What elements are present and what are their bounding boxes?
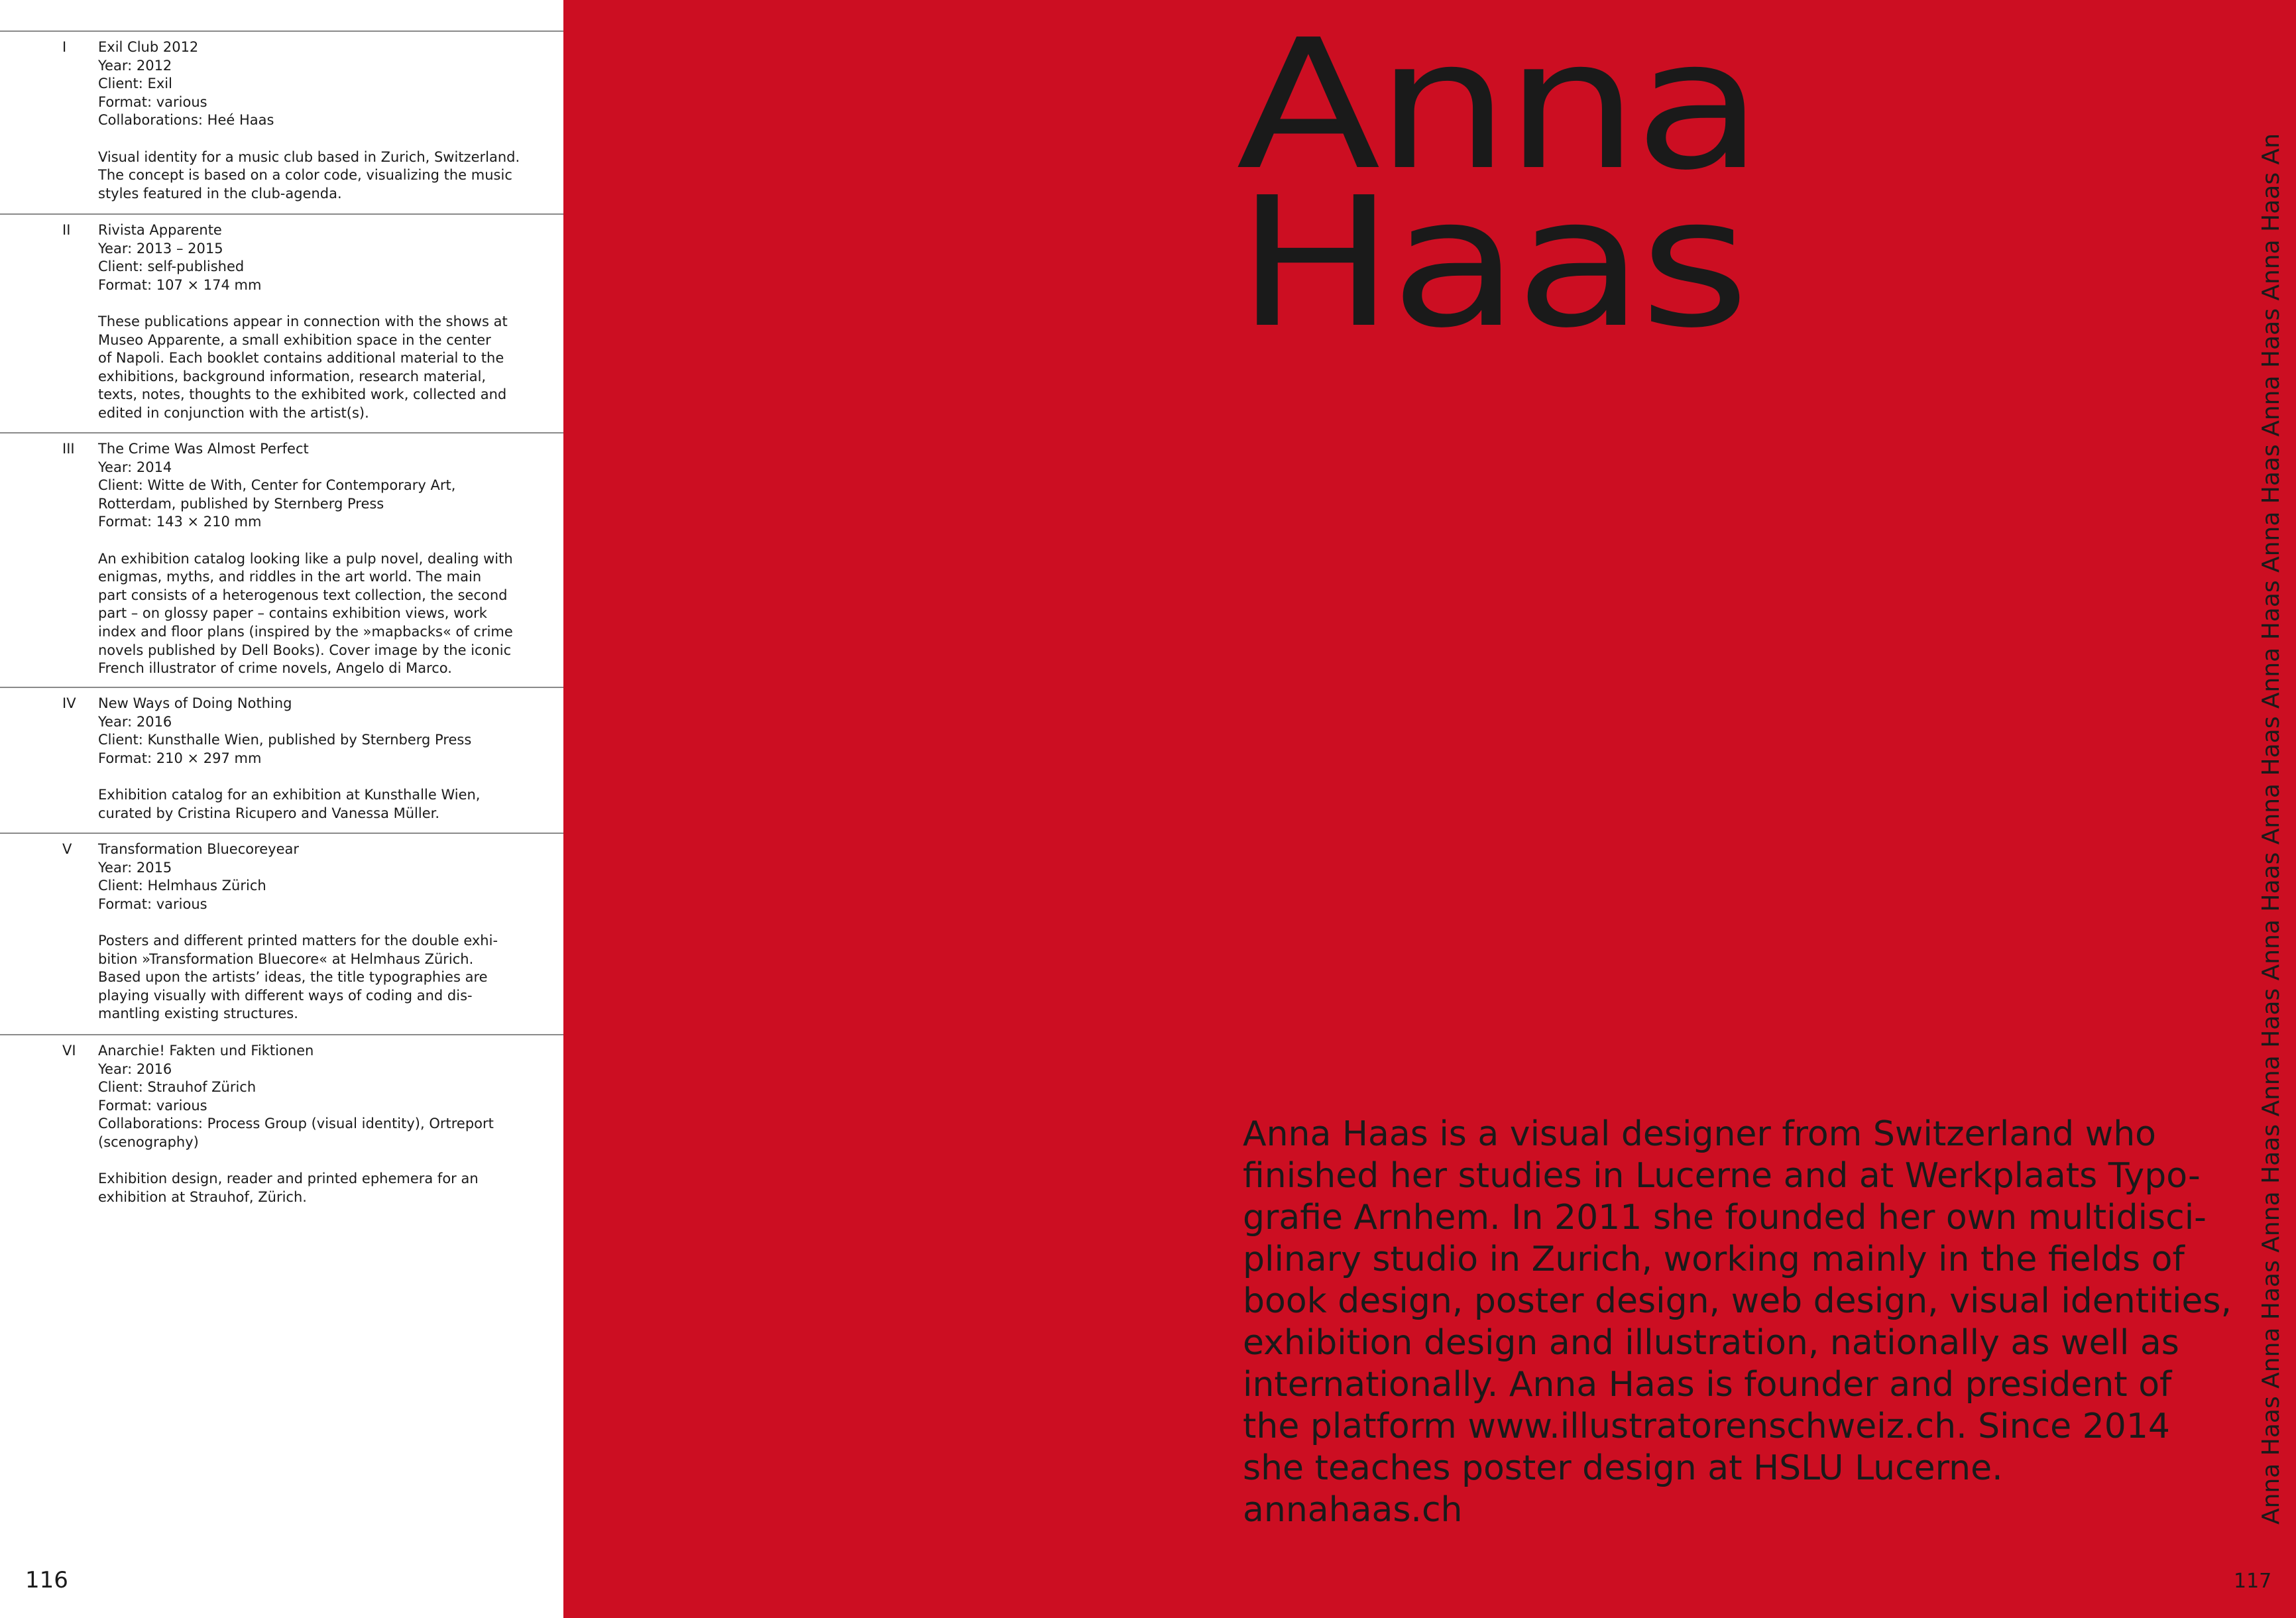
project-description — [98, 1170, 557, 1206]
project-entry — [0, 687, 563, 821]
project-number: IV — [62, 695, 76, 711]
bio-paragraph — [1243, 1114, 2264, 1531]
project-meta-line: Client: Exil — [98, 76, 172, 92]
project-meta-line: Rivista Apparente — [98, 222, 222, 238]
project-description-line: bition »Transformation Bluecore« at Helmhaus Zürich. — [98, 951, 474, 967]
project-meta-line: Client: Strauhof Zürich — [98, 1079, 257, 1096]
project-description-line: An exhibition catalog looking like a pulp novel, dealing with — [98, 550, 513, 567]
bio-line: book design, poster design, web design, visual identities, — [1243, 1281, 2232, 1321]
project-meta-line: Anarchie! Fakten und Fiktionen — [98, 1043, 314, 1059]
project-meta-line: The Crime Was Almost Perfect — [98, 441, 309, 457]
project-description-line: styles featured in the club-agenda. — [98, 185, 342, 202]
project-details — [98, 1042, 557, 1206]
project-meta-line: New Ways of Doing Nothing — [98, 695, 292, 711]
project-description-line: French illustrator of crime novels, Angelo di Marco. — [98, 660, 452, 677]
project-description-line: playing visually with different ways of coding and dis- — [98, 987, 473, 1004]
project-entry — [0, 1034, 563, 1205]
page-number-right: 117 — [2234, 1570, 2272, 1593]
project-description-line: enigmas, myths, and riddles in the art world. The main — [98, 569, 482, 585]
project-description-line: exhibitions, background information, research material, — [98, 368, 487, 384]
project-description-line: of Napoli. Each booklet contains additional material to the — [98, 350, 504, 367]
project-description — [98, 786, 557, 823]
page-number-left: 116 — [25, 1567, 68, 1593]
vertical-name-text: Anna Haas Anna Haas Anna Haas Anna Haas Anna Haas Anna Haas Anna Haas Anna Haas Anna Haas Anna Haas An — [2258, 133, 2285, 1525]
project-description-line: Posters and different printed matters for the double exhi- — [98, 932, 498, 949]
bio-line: exhibition design and illustration, nationally as well as — [1243, 1323, 2179, 1363]
project-meta-line: Format: various — [98, 93, 207, 110]
project-meta-line: Client: Witte de With, Center for Contemporary Art, — [98, 477, 456, 494]
project-description-line: texts, notes, thoughts to the exhibited work, collected and — [98, 386, 507, 403]
project-meta-line: Year: 2015 — [98, 859, 172, 876]
project-description-line: Based upon the artists’ ideas, the title typographies are — [98, 969, 488, 986]
project-meta-line: Format: 143 × 210 mm — [98, 514, 262, 530]
bio-line: finished her studies in Lucerne and at Werkplaats Typo- — [1243, 1156, 2201, 1196]
project-details — [98, 840, 557, 1023]
project-meta-line: Year: 2014 — [98, 459, 172, 475]
project-description — [98, 313, 557, 423]
project-meta-line: Format: various — [98, 896, 207, 912]
project-number: III — [62, 441, 75, 457]
project-meta-line: Client: Helmhaus Zürich — [98, 878, 266, 894]
project-description-line: mantling existing structures. — [98, 1006, 298, 1022]
bio-line: annahaas.ch — [1243, 1490, 1463, 1530]
bio-line: plinary studio in Zurich, working mainly in the fields of — [1243, 1240, 2185, 1279]
title-line-first: Anna — [1236, 1, 1759, 209]
project-meta-line: Exil Club 2012 — [98, 39, 199, 55]
project-description — [98, 932, 557, 1023]
project-number: VI — [62, 1043, 76, 1059]
bio-line: the platform www.illustratorenschweiz.ch. Since 2014 — [1243, 1407, 2170, 1446]
project-description — [98, 148, 557, 203]
project-meta-line: Year: 2016 — [98, 713, 172, 730]
project-description-line: edited in conjunction with the artist(s). — [98, 404, 369, 421]
project-meta-line: Client: Kunsthalle Wien, published by Sternberg Press — [98, 732, 472, 748]
left-page — [0, 0, 563, 1618]
project-entry — [0, 432, 563, 677]
page-title — [1236, 1, 1759, 367]
bio-line: Anna Haas is a visual designer from Switzerland who — [1243, 1114, 2156, 1154]
bio-line: internationally. Anna Haas is founder and president of — [1243, 1365, 2172, 1405]
project-meta-line: Year: 2016 — [98, 1061, 172, 1077]
bio-line: grafie Arnhem. In 2011 she founded her own multidisci- — [1243, 1198, 2207, 1238]
project-meta-line: Format: various — [98, 1097, 207, 1114]
project-meta-line: Collaborations: Process Group (visual identity), Ortreport — [98, 1116, 494, 1132]
project-description-line: novels published by Dell Books). Cover image by the iconic — [98, 642, 512, 658]
project-meta-line: Format: 107 × 174 mm — [98, 276, 262, 293]
project-description-line: These publications appear in connection with the shows at — [98, 313, 508, 329]
project-description-line: part – on glossy paper – contains exhibition views, work — [98, 605, 487, 622]
project-description-line: Visual identity for a music club based in Zurich, Switzerland. — [98, 148, 520, 165]
project-description-line: part consists of a heterogenous text collection, the second — [98, 587, 508, 603]
project-description-line: curated by Cristina Ricupero and Vanessa Müller. — [98, 805, 440, 821]
project-description-line: The concept is based on a color code, visualizing the music — [98, 167, 512, 184]
project-description-line: index and floor plans (inspired by the »mapbacks« of crime — [98, 623, 513, 640]
project-meta-line: Year: 2013 – 2015 — [98, 240, 223, 257]
project-details — [98, 221, 557, 423]
project-description-line: Museo Apparente, a small exhibition space in the center — [98, 331, 491, 348]
project-meta-line: (scenography) — [98, 1133, 199, 1150]
project-details — [98, 440, 557, 678]
project-number: V — [62, 841, 72, 857]
project-details — [98, 38, 557, 203]
project-details — [98, 695, 557, 823]
project-number: II — [62, 222, 71, 238]
project-meta-line: Collaborations: Heé Haas — [98, 112, 274, 129]
project-description-line: exhibition at Strauhof, Zürich. — [98, 1188, 307, 1205]
project-entry — [0, 213, 563, 421]
project-description-line: Exhibition catalog for an exhibition at Kunsthalle Wien, — [98, 786, 481, 803]
project-meta-line: Year: 2012 — [98, 57, 172, 74]
project-entry — [0, 30, 563, 202]
title-line-last: Haas — [1236, 158, 1745, 367]
project-meta-line: Transformation Bluecoreyear — [98, 841, 300, 857]
project-description-line: Exhibition design, reader and printed ephemera for an — [98, 1171, 479, 1187]
project-description — [98, 550, 557, 678]
project-number: I — [62, 39, 67, 55]
project-entry — [0, 833, 563, 1022]
vertical-name-strip — [2248, 0, 2296, 1525]
project-meta-line: Format: 210 × 297 mm — [98, 750, 262, 766]
bio-line: she teaches poster design at HSLU Lucerne. — [1243, 1448, 2003, 1488]
project-meta-line: Client: self-published — [98, 259, 245, 275]
right-page — [563, 0, 2296, 1618]
project-meta-line: Rotterdam, published by Sternberg Press — [98, 495, 384, 512]
